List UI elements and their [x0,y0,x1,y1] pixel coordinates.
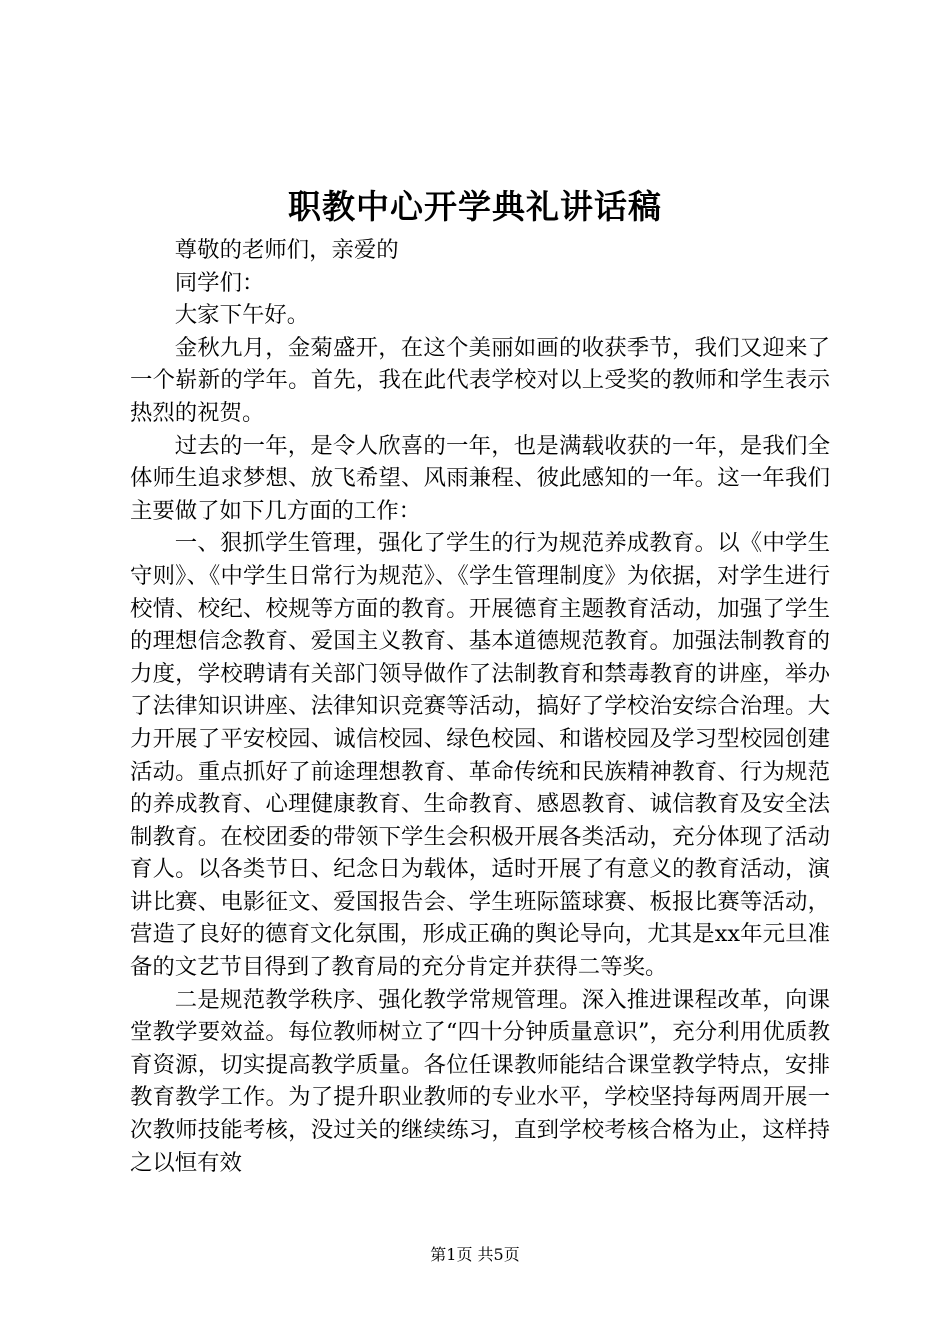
salutation-line-1: 尊敬的老师们，亲爱的 [174,237,399,263]
body-paragraph: 金秋九月，金菊盛开，在这个美丽如画的收获季节，我们又迎来了一个崭新的学年。首先，我在此代表学校对以上受奖的教师和学生表示热烈的祝贺。 [130,334,830,426]
body-paragraph: 一、狠抓学生管理，强化了学生的行为规范养成教育。以《中学生守则》、《中学生日常行为规范》、《学生管理制度》为依据，对学生进行校情、校纪、校规等方面的教育。开展德育主题教育活动，加强了学生的理想信念教育、爱国主义教育、基本道德规范教育。加强法制教育的力度，学校聘请有关部门领导做作了法制教育和禁毒教育的讲座，举办了法律知识讲座、法律知识竞赛等活动，搞好了学校治安综合治理。大力开展了平安校园、诚信校园、绿色校园、和谐校园及学习型校园创建活动。重点抓好了前途理想教育、革命传统和民族精神教育、行为规范的养成教育、心理健康教育、生命教育、感恩教育、诚信教育及安全法制教育。在校团委的带领下学生会积极开展各类活动，充分体现了活动育人。以各类节日、纪念日为载体，适时开展了有意义的教育活动，演讲比赛、电影征文、爱国报告会、学生班际篮球赛、板报比赛等活动，营造了良好的德育文化氛围，形成正确的舆论导向，尤其是xx年元旦准备的文艺节目得到了教育局的充分肯定并获得二等奖。 [130,530,830,981]
body-paragraph: 过去的一年，是令人欣喜的一年，也是满载收获的一年，是我们全体师生追求梦想、放飞希望、风雨兼程、彼此感知的一年。这一年我们主要做了如下几方面的工作： [130,432,830,524]
page-number: 第1页 共5页 [430,1245,520,1264]
greeting-paragraph: 大家下午好。 [174,302,310,329]
body-paragraph: 二是规范教学秩序、强化教学常规管理。深入推进课程改革，向课堂教学要效益。每位教师树立了“四十分钟质量意识”，充分利用优质教育资源，切实提高教学质量。各位任课教师能结合课堂教学特点，安排教育教学工作。为了提升职业教师的专业水平，学校坚持每两周开展一次教师技能考核，没过关的继续练习，直到学校考核合格为止，这样持之以恒有效 [130,986,830,1176]
salutation-line-2: 同学们： [174,269,265,296]
document-title: 职教中心开学典礼讲话稿 [288,187,662,226]
document-body [130,234,830,1179]
